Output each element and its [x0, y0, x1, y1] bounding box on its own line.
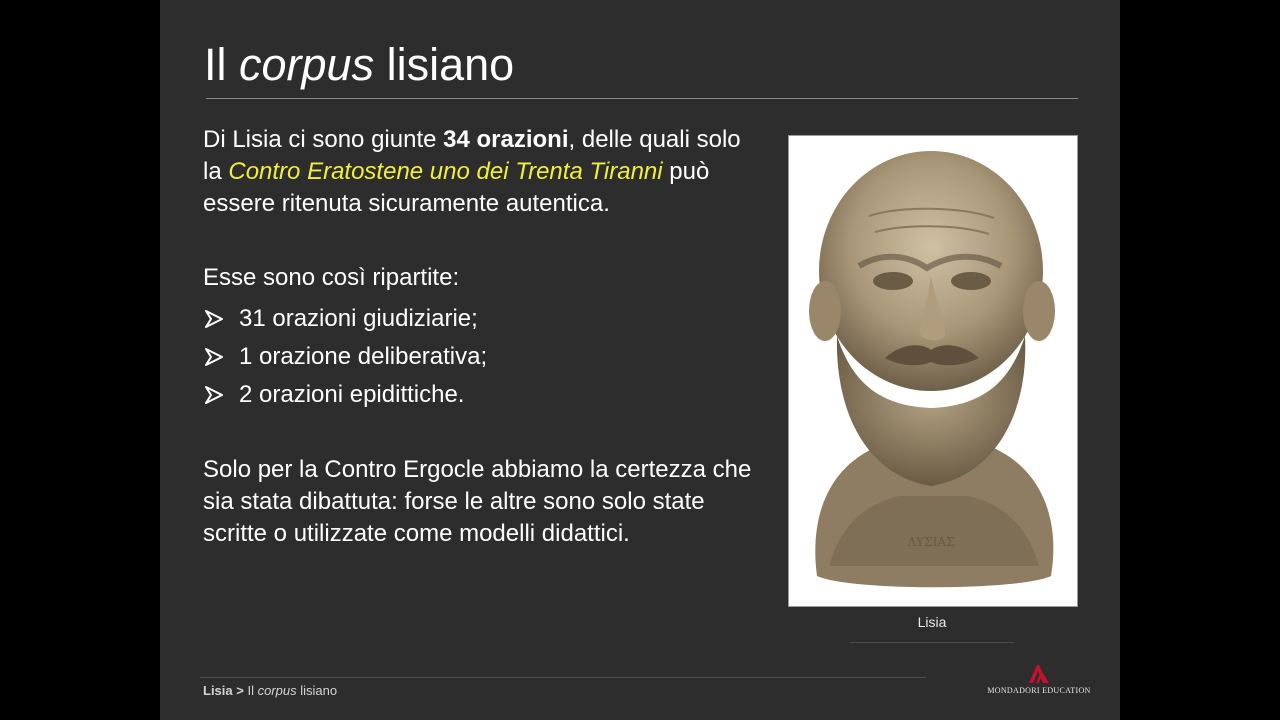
image-caption: Lisia — [917, 614, 947, 630]
intro-text-1: Di Lisia ci sono giunte — [203, 126, 444, 153]
intro-highlight-title: Contro Eratostene uno dei Trenta Tiranni — [228, 158, 663, 185]
paragraph-distribution: Esse sono così ripartite: — [203, 264, 460, 291]
list-item — [203, 338, 763, 376]
slide-body — [203, 124, 763, 550]
mondadori-logo-icon — [1028, 664, 1050, 684]
paragraph-conclusion: Solo per la Contro Ergocle abbiamo la certezza che sia stata dibattuta: forse le altre sono solo state scritte o utilizzate come modelli didattici. — [203, 456, 752, 547]
list-item-text: 31 orazioni giudiziarie; — [239, 305, 478, 332]
breadcrumb-item-post: lisiano — [296, 683, 338, 698]
bullet-list — [203, 300, 763, 414]
svg-text:ΛΥΣΙΑΣ: ΛΥΣΙΑΣ — [907, 535, 955, 549]
arrowhead-bullet-icon — [203, 346, 225, 368]
intro-text-2: , delle quali solo la — [203, 126, 741, 185]
intro-bold-count: 34 orazioni — [443, 126, 569, 153]
breadcrumb-item-italic: corpus — [257, 683, 297, 698]
arrowhead-bullet-icon — [203, 384, 225, 406]
portrait-image — [788, 135, 1078, 607]
list-item-text: 1 orazione deliberativa; — [239, 343, 488, 370]
slide-title — [204, 38, 514, 92]
title-text-post: lisiano — [374, 39, 515, 90]
bust-illustration — [789, 136, 1077, 606]
caption-divider — [850, 642, 1014, 643]
title-text-italic: corpus — [239, 39, 375, 90]
paragraph-intro — [203, 124, 763, 220]
list-item — [203, 300, 763, 338]
breadcrumb-item-pre: Il — [247, 683, 258, 698]
slide — [160, 0, 1120, 720]
breadcrumb-separator: > — [232, 683, 248, 698]
title-text-pre: Il — [204, 39, 240, 90]
arrowhead-bullet-icon — [203, 308, 225, 330]
breadcrumb — [203, 683, 337, 698]
footer-divider — [200, 677, 926, 678]
list-item — [203, 376, 763, 414]
logo-text: MONDADORI EDUCATION — [987, 686, 1091, 695]
intro-text-3: può essere ritenuta sicuramente autentica. — [203, 158, 710, 217]
list-item-text: 2 orazioni epidittiche. — [239, 381, 465, 408]
breadcrumb-item-lisia: Lisia — [203, 683, 233, 698]
title-divider — [206, 98, 1078, 99]
publisher-logo — [984, 664, 1094, 695]
